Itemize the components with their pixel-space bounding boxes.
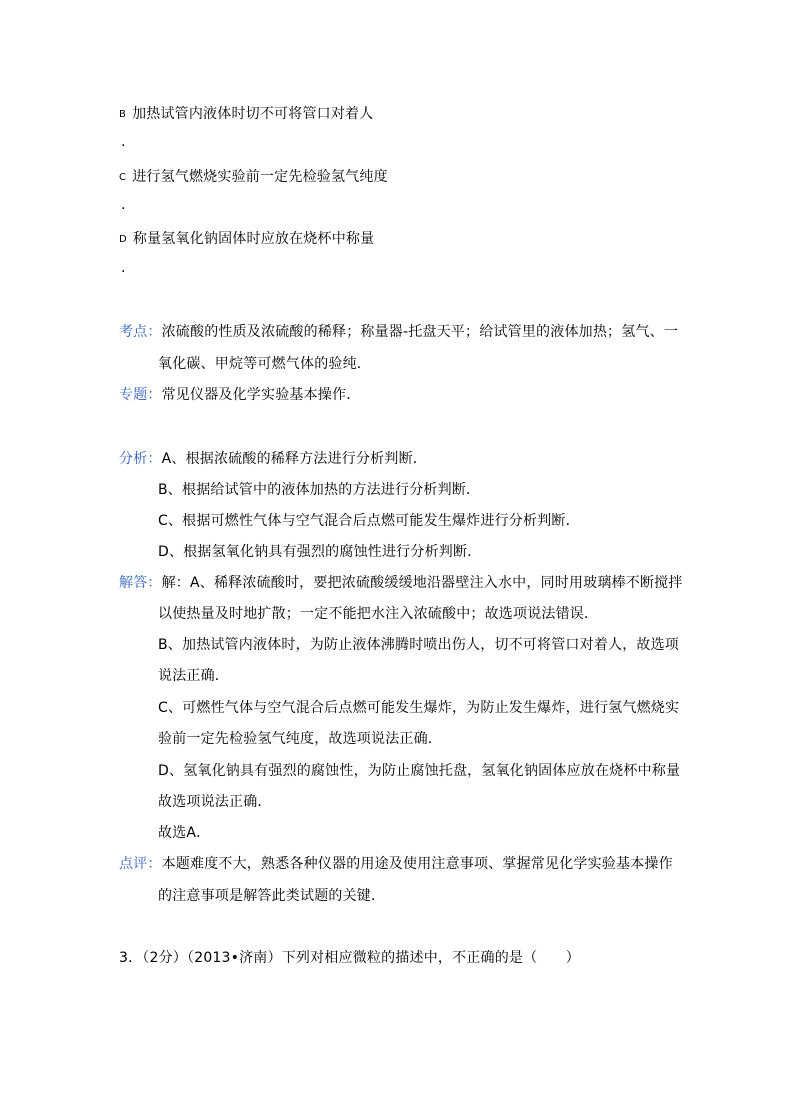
kaodian-label: 考点： (119, 324, 162, 340)
fenxi-line-1 (119, 450, 427, 468)
question-3: 3．（2分）（2013•济南）下列对相应微粒的描述中，不正确的是（ ） (119, 950, 580, 966)
kaodian-text-1: 浓硫酸的性质及浓硫酸的稀释；称量器-托盘天平；给试管里的液体加热；氢气、一 (161, 324, 679, 340)
jieda-line-6: 验前一定先检验氢气纯度，故选项说法正确． (158, 731, 442, 747)
option-d-text: 称量氢氧化钠固体时应放在烧杯中称量 (132, 231, 375, 247)
option-d-dot: . (121, 260, 126, 276)
jieda-line-5: C、可燃性气体与空气混合后点燃可能发生爆炸，为防止发生爆炸，进行氢气燃烧实 (158, 700, 680, 716)
option-d-letter: D (119, 234, 127, 245)
option-b-letter: B (119, 109, 127, 120)
kaodian-line-1 (119, 323, 678, 341)
zhuanti-text: 常见仪器及化学实验基本操作． (161, 387, 361, 403)
jieda-line-1 (119, 574, 683, 592)
option-c-text: 进行氢气燃烧实验前一定先检验氢气纯度 (132, 169, 388, 185)
fenxi-line-3: C、根据可燃性气体与空气混合后点燃可能发生爆炸进行分析判断． (158, 513, 580, 529)
jieda-text-1: 解：A、稀释浓硫酸时，要把浓硫酸缓缓地沿器壁注入水中，同时用玻璃棒不断搅拌 (161, 575, 683, 591)
dianping-line-1 (119, 855, 673, 873)
option-d (119, 230, 374, 249)
dianping-label: 点评： (119, 856, 162, 872)
option-b (119, 105, 373, 124)
option-c (119, 168, 388, 187)
option-b-text: 加热试管内液体时切不可将管口对着人 (132, 106, 374, 122)
option-c-dot: . (121, 197, 126, 213)
jieda-line-9: 故选A． (158, 825, 211, 841)
fenxi-label: 分析： (119, 451, 162, 467)
fenxi-line-2: B、根据给试管中的液体加热的方法进行分析判断． (158, 482, 481, 498)
jieda-line-2: 以使热量及时地扩散；一定不能把水注入浓硫酸中；故选项说法错误． (158, 606, 599, 622)
dianping-line-2: 的注意事项是解答此类试题的关键． (158, 888, 386, 904)
jieda-line-4: 说法正确． (158, 668, 229, 684)
zhuanti-label: 专题： (119, 387, 162, 403)
option-b-dot: . (121, 134, 126, 150)
jieda-line-7: D、氢氧化钠具有强烈的腐蚀性，为防止腐蚀托盘，氢氧化钠固体应放在烧杯中称量 (158, 763, 681, 779)
fenxi-text-1: A、根据浓硫酸的稀释方法进行分析判断． (161, 451, 427, 467)
kaodian-line-2: 氧化碳、甲烷等可燃气体的验纯． (158, 356, 371, 372)
jieda-line-8: 故选项说法正确． (158, 794, 272, 810)
dianping-text-1: 本题难度不大，熟悉各种仪器的用途及使用注意事项、掌握常见化学实验基本操作 (161, 856, 673, 872)
fenxi-line-4: D、根据氢氧化钠具有强烈的腐蚀性进行分析判断． (158, 544, 482, 560)
jieda-label: 解答： (119, 575, 162, 591)
zhuanti-line (119, 386, 360, 404)
jieda-line-3: B、加热试管内液体时，为防止液体沸腾时喷出伤人，切不可将管口对着人，故选项 (158, 637, 680, 653)
option-c-letter: C (119, 172, 127, 183)
